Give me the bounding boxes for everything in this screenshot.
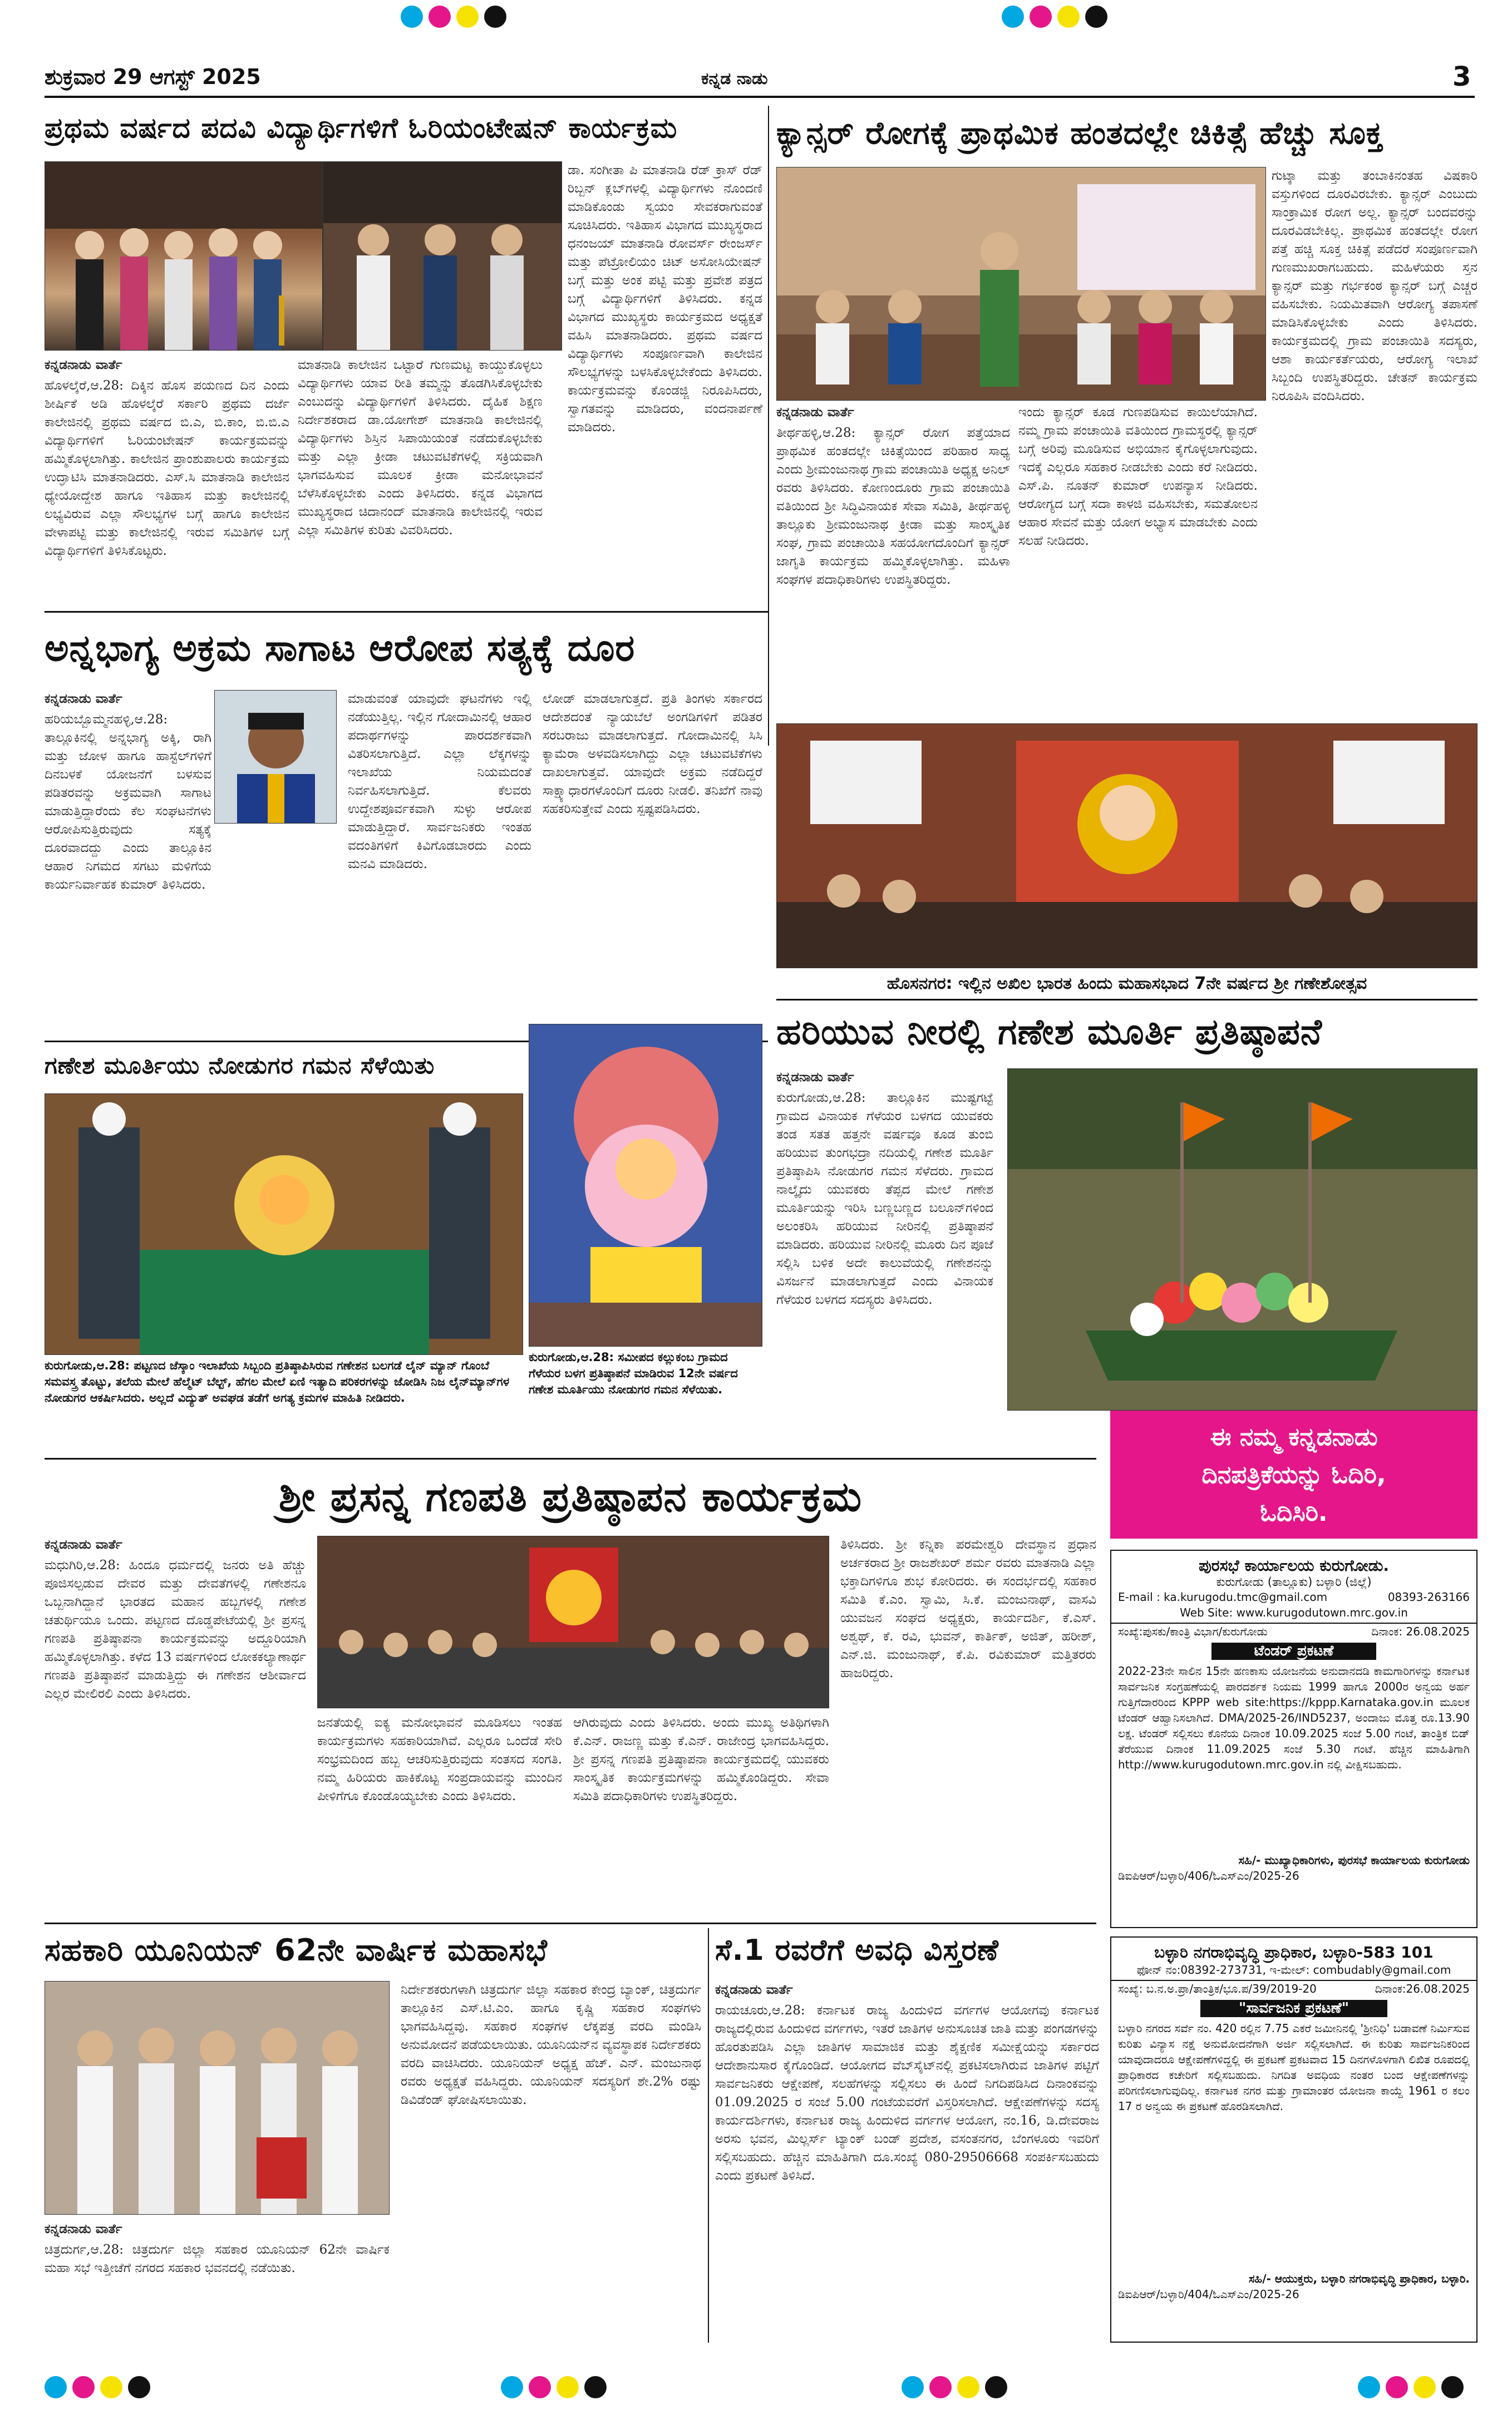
hosanagara-photo — [776, 723, 1477, 968]
tender-office: ಪುರಸಭೆ ಕಾರ್ಯಾಲಯ ಕುರುಗೋಡು. — [1199, 1556, 1389, 1575]
byline: ಕನ್ನಡನಾಡು ವಾರ್ತೆ — [45, 2222, 122, 2236]
water-ganesha-photo-image — [1008, 1069, 1477, 1411]
tender-email: E-mail : ka.kurugodu.tmc@gmail.com — [1118, 1590, 1328, 1604]
article-text: ಮಾಡುವಂತೆ ಯಾವುದೇ ಘಟನೆಗಳು ಇಲ್ಲಿ ನಡೆಯುತ್ತಿಲ್ಲ. ಇಲ್ಲಿನ ಗೋದಾಮಿನಲ್ಲಿ ಆಹಾರ ಪದಾರ್ಥಗಳನ್ನು ಪಾರದರ್ಶಕವಾಗಿ ವಿತರಿಸಲಾಗುತ್ತಿದೆ. ಎಲ್ಲಾ ಲೆಕ್ಕಗಳನ್ನು ಇಲಾಖೆಯ ನಿಯಮದಂತೆ ನಿರ್ವಹಿಸಲಾಗುತ್ತಿದೆ. ಕೆಲವರು ಉದ್ದೇಶಪೂರ್ವಕವಾಗಿ ಸುಳ್ಳು ಆರೋಪ ಮಾಡುತ್ತಿದ್ದಾರೆ. ಸಾರ್ವಜನಿಕರು ಇಂತಹ ವದಂತಿಗಳಿಗೆ ಕಿವಿಗೊಡಬಾರದು ಎಂದು ಮನವಿ ಮಾಡಿದರು. — [348, 692, 531, 871]
paper-name: ಕನ್ನಡ ನಾಡು — [701, 69, 768, 88]
water-ganesha-headline: ಹರಿಯುವ ನೀರಲ್ಲಿ ಗಣೇಶ ಮೂರ್ತಿ ಪ್ರತಿಷ್ಠಾಪನೆ — [776, 1012, 1323, 1053]
article-text: ಆಗಿರುವುದು ಎಂದು ತಿಳಿಸಿದರು. ಅಂದು ಮುಖ್ಯ ಅತಿಥಿಗಳಾಗಿ ಕೆ.ಎನ್. ರಾಜಣ್ಣ ಮತ್ತು ಕೆ.ಎನ್. ರಾಜೇಂದ್ರ ಭಾಗವಹಿಸಿದ್ದರು. ಶ್ರೀ ಪ್ರಸನ್ನ ಗಣಪತಿ ಪ್ರತಿಷ್ಠಾಪನಾ ಕಾರ್ಯಕ್ರಮದಲ್ಲಿ ಯುವಕರು ಸಾಂಸ್ಕೃತಿಕ ಕಾರ್ಯಕ್ರಮಗಳನ್ನು ಹಮ್ಮಿಕೊಂಡಿದ್ದರು. ಸೇವಾ ಸಮಿತಿ ಪದಾಧಿಕಾರಿಗಳು ಉಪಸ್ಥಿತರಿದ್ದರು. — [573, 1716, 829, 1803]
annabhagya-col-3 — [543, 690, 762, 1035]
tender-sub: ಕುರುಗೋಡು (ತಾಲ್ಲೂಕು) ಬಳ್ಳಾರಿ (ಜಿಲ್ಲೆ) — [1216, 1575, 1372, 1589]
registration-dot — [1414, 2376, 1436, 2398]
cancer-col-1 — [776, 403, 1010, 715]
ballari-date: ದಿನಾಂಕ:26.08.2025 — [1375, 1982, 1470, 1995]
ballari-body: ಬಳ್ಳಾರಿ ನಗರದ ಸರ್ವೆ ನಂ. 420 ರಲ್ಲಿನ 7.75 ಎಕರೆ ಜಮೀನಿನಲ್ಲಿ 'ಶ್ರೀನಿಧಿ' ಬಡಾವಣೆ ನಿರ್ಮಿಸುವ ಕುರಿತು ವಿನ್ಯಾಸ ನಕ್ಷೆ ಅನುಮೋದನೆಗಾಗಿ ಅರ್ಜಿ ಸಲ್ಲಿಸಲಾಗಿದೆ. ಈ ಕುರಿತು ಸಾರ್ವಜನಿಕರಿಂದ ಯಾವುದಾದರೂ ಆಕ್ಷೇಪಣೆಗಳಿದ್ದಲ್ಲಿ ಈ ಪ್ರಕಟಣೆ ಪ್ರಕಟವಾದ 15 ದಿನಗಳೊಳಗಾಗಿ ಲಿಖಿತ ರೂಪದಲ್ಲಿ ಪ್ರಾಧಿಕಾರದ ಕಚೇರಿಗೆ ಸಲ್ಲಿಸಬಹುದು. ನಿಗದಿತ ಅವಧಿಯ ನಂತರ ಬಂದ ಆಕ್ಷೇಪಣೆಗಳನ್ನು ಪರಿಗಣಿಸಲಾಗುವುದಿಲ್ಲ. ಕರ್ನಾಟಕ ನಗರ ಮತ್ತು ಗ್ರಾಮಾಂತರ ಯೋಜನಾ ಕಾಯ್ದೆ 1961 ರ ಕಲಂ 17 ರ ಅನ್ವಯ ಈ ಪ್ರಕಟಣೆ ಹೊರಡಿಸಲಾಗಿದೆ. — [1118, 2022, 1470, 2113]
water-ganesha-photo — [1007, 1068, 1477, 1411]
prasanna-headline: ಶ್ರೀ ಪ್ರಸನ್ನ ಗಣಪತಿ ಪ್ರತಿಷ್ಠಾಪನ ಕಾರ್ಯಕ್ರಮ — [278, 1473, 863, 1521]
registration-dot — [1441, 2376, 1464, 2398]
ballari-ref: ಸಂಖ್ಯೆ: ಬ.ನ.ಅ.ಪ್ರಾ/ತಾಂತ್ರಿಕ/ಭೂ.ಪ/39/2019-20 — [1118, 1982, 1317, 1995]
promo-line-2: ದಿನಪತ್ರಿಕೆಯನ್ನು ಓದಿರಿ, — [1201, 1461, 1386, 1489]
tender-date: ದಿನಾಂಕ: 26.08.2025 — [1371, 1625, 1470, 1638]
annabhagya-photo — [214, 690, 337, 824]
section-divider — [45, 1923, 1096, 1924]
tender-title: ಟೆಂಡರ್ ಪ್ರಕಟಣೆ — [1211, 1643, 1376, 1660]
ballari-office: ಬಳ್ಳಾರಿ ನಗರಾಭಿವೃದ್ಧಿ ಪ್ರಾಧಿಕಾರ, ಬಳ್ಳಾರಿ-583 101 — [1154, 1943, 1434, 1961]
registration-dot — [985, 2376, 1007, 2398]
prasanna-photo — [317, 1536, 829, 1708]
extension-body — [715, 1981, 1099, 2343]
orientation-col-1 — [45, 356, 289, 607]
orientation-photo-2-image — [323, 162, 562, 351]
orientation-col-2 — [298, 356, 543, 607]
registration-dot — [128, 2376, 150, 2398]
article-text: ಇಂದು ಕ್ಯಾನ್ಸರ್ ಕೂಡ ಗುಣಪಡಿಸುವ ಕಾಯಿಲೆಯಾಗಿದೆ. ನಮ್ಮ ಗ್ರಾಮ ಪಂಚಾಯಿತಿ ವತಿಯಿಂದ ಗ್ರಾಮಸ್ಥರಲ್ಲಿ ಕ್ಯಾನ್ಸರ್ ಬಗ್ಗೆ ಅರಿವು ಮೂಡಿಸುವ ಅಭಿಯಾನ ಕೈಗೊಳ್ಳಲಾಗುವುದು. ಇದಕ್ಕೆ ಎಲ್ಲರೂ ಸಹಕಾರ ನೀಡಬೇಕು ಎಂದು ಕರೆ ನೀಡಿದರು. ಎಸ್.ಪಿ. ನೂತನ್ ಕುಮಾರ್ ಉಪನ್ಯಾಸ ನೀಡಿದರು. ಆರೋಗ್ಯದ ಬಗ್ಗೆ ಸದಾ ಕಾಳಜಿ ವಹಿಸಬೇಕು, ಸಮತೋಲನ ಆಹಾರ ಸೇವನೆ ಮತ್ತು ಯೋಗ ಅಭ್ಯಾಸ ಮಾಡಬೇಕು ಎಂದು ಸಲಹೆ ನೀಡಿದರು. — [1018, 405, 1258, 548]
ganesha-attention-photo-1-image — [45, 1094, 523, 1355]
article-text: ನಿರ್ದೇಶಕರುಗಳಾಗಿ ಚಿತ್ರದುರ್ಗ ಜಿಲ್ಲಾ ಸಹಕಾರ ಕೇಂದ್ರ ಬ್ಯಾಂಕ್, ಚಿತ್ರದುರ್ಗ ತಾಲ್ಲೂಕಿನ ಎಸ್.ಟಿ.ಎಂ. ಹಾಗೂ ಕೃಷ್ಣಿ ಸಹಕಾರ ಸಂಘಗಳು ಭಾಗವಹಿಸಿದ್ದವು. ಸಹಕಾರ ಸಂಘಗಳ ಲೆಕ್ಕಪತ್ರ ವರದಿ ಮಂಡಿಸಿ ಅನುಮೋದನೆ ಪಡೆಯಲಾಯಿತು. ಯೂನಿಯನ್‌ನ ವ್ಯವಸ್ಥಾಪಕ ನಿರ್ದೇಶಕರು ವರದಿ ವಾಚಿಸಿದರು. ಯೂನಿಯನ್ ಅಧ್ಯಕ್ಷ ಹೆಚ್. ಎನ್. ಮಂಜುನಾಥ ರವರು ಅಧ್ಯಕ್ಷತೆ ವಹಿಸಿದ್ದರು. ಯೂನಿಯನ್ ಸದಸ್ಯರಿಗೆ ಶೇ.2% ರಷ್ಟು ಡಿವಿಡೆಂಡ್ ಘೋಷಿಸಲಾಯಿತು. — [401, 1983, 701, 2107]
prasanna-photo-image — [318, 1536, 829, 1708]
registration-dot — [456, 6, 479, 28]
registration-dot — [584, 2376, 607, 2398]
hosanagara-photo-image — [777, 724, 1477, 968]
registration-dot — [902, 2376, 924, 2398]
article-text: ಚಿತ್ರದುರ್ಗ,ಆ.28: ಚಿತ್ರದುರ್ಗ ಜಿಲ್ಲಾ ಸಹಕಾರ ಯೂನಿಯನ್ 62ನೇ ವಾರ್ಷಿಕ ಮಹಾ ಸಭೆ ಇತ್ತೀಚೆಗೆ ನಗರದ ಸಹಕಾರ ಭವನದಲ್ಲಿ ನಡೆಯಿತು. — [45, 2243, 390, 2275]
article-text: ಮಧುಗಿರಿ,ಆ.28: ಹಿಂದೂ ಧರ್ಮದಲ್ಲಿ ಜನರು ಅತಿ ಹೆಚ್ಚು ಪೂಜಿಸಲ್ಪಡುವ ದೇವರ ಮತ್ತು ದೇವತೆಗಳಲ್ಲಿ ಗಣೇಶನೂ ಒಬ್ಬನಾಗಿದ್ದಾನೆ ಭಾರತದ ಮಹಾನ ಹಬ್ಬಗಳಲ್ಲಿ ಗಣೇಶ ಚತುರ್ಥಿಯೂ ಒಂದು. ಪಟ್ಟಣದ ದೊಡ್ಡಪೇಟೆಯಲ್ಲಿ ಶ್ರೀ ಪ್ರಸನ್ನ ಗಣಪತಿ ಪ್ರತಿಷ್ಠಾಪನಾ ಕಾರ್ಯಕ್ರಮವನ್ನು ಅದ್ದೂರಿಯಾಗಿ ಹಮ್ಮಿಕೊಳ್ಳಲಾಗಿತ್ತು. ಕಳೆದ 13 ವರ್ಷಗಳಿಂದ ಲೋಕಕಲ್ಯಾಣಾರ್ಥ ಗಣಪತಿ ಪ್ರತಿಷ್ಠಾಪನೆ ಮಾಡುತ್ತಿದ್ದು ಈ ಗಣೇಶನ ಆಶೀರ್ವಾದ ಎಲ್ಲರ ಮೇಲಿರಲಿ ಎಂದು ತಿಳಿಸಿದರು. — [45, 1558, 306, 1701]
article-text: ಹೊಳಲ್ಕೆರೆ,ಆ.28: ದಿಕ್ಕಿನ ಹೊಸ ಪಯಣದ ದಿನ ಎಂದು ಶೀರ್ಷಿಕೆ ಅಡಿ ಹೊಳಲ್ಕೆರೆ ಸರ್ಕಾರಿ ಪ್ರಥಮ ದರ್ಜೆ ಕಾಲೇಜಿನಲ್ಲಿ ಪ್ರಥಮ ವರ್ಷದ ಬಿ.ಎ, ಬಿ.ಕಾಂ, ಬಿ.ಬಿ.ಎ ವಿದ್ಯಾರ್ಥಿಗಳಿಗೆ ಓರಿಯಂಟೇಷನ್ ಕಾರ್ಯಕ್ರಮವನ್ನು ಹಮ್ಮಿಕೊಳ್ಳಲಾಗಿತ್ತು. ಕಾಲೇಜಿನ ಪ್ರಾಂಶುಪಾಲರು ಕಾರ್ಯಕ್ರಮ ಉದ್ಘಾಟಿಸಿ ಮಾತನಾಡಿದರು. ಎಸ್.ಸಿ ಮಾತನಾಡಿ ಕಾಲೇಜಿನ ಧ್ಯೇಯೋದ್ದೇಶ ಹಾಗೂ ಇತಿಹಾಸ ಮತ್ತು ಕಾಲೇಜಿನಲ್ಲಿ ಲಭ್ಯವಿರುವ ಎಲ್ಲಾ ಸೌಲಭ್ಯಗಳ ಬಗ್ಗೆ ಹಾಗೂ ಕಾಲೇಜಿನ ವೇಳಾಪಟ್ಟಿ ಮತ್ತು ಕಾಲೇಜಿನಲ್ಲಿ ಇರುವ ಸಮಿತಿಗಳ ಬಗ್ಗೆ ವಿದ್ಯಾರ್ಥಿಗಳಿಗೆ ತಿಳಿಸಿಕೊಟ್ಟರು. — [45, 378, 289, 558]
ballari-contact: ಫೋನ್ ನಂ:08392-273731, ಇ-ಮೇಲ್: combudably@gmail.com — [1136, 1963, 1451, 1977]
cancer-photo — [776, 167, 1266, 401]
ganesha-attention-photo-2-image — [529, 1024, 762, 1347]
article-text: ಹರಿಯಬ್ಬೊಮ್ಮನಹಳ್ಳಿ,ಆ.28: ತಾಲ್ಲೂಕಿನಲ್ಲಿ ಅನ್ನಭಾಗ್ಯ ಅಕ್ಕಿ, ರಾಗಿ ಮತ್ತು ಜೋಳ ಹಾಗೂ ಹಾಸ್ಟೆಲ್‌ಗಳಿಗೆ ದಿನಬಳಕೆ ಯೋಜನೆಗೆ ಬಳಸುವ ಪಡಿತರವನ್ನು ಅಕ್ರಮವಾಗಿ ಸಾಗಾಟ ಮಾಡುತ್ತಿದ್ದಾರೆಂದು ಕೆಲ ಸಂಘಟನೆಗಳು ಆರೋಪಿಸುತ್ತಿರುವುದು ಸತ್ಯಕ್ಕೆ ದೂರವಾದದ್ದು ಎಂದು ತಾಲ್ಲೂಕಿನ ಆಹಾರ ನಿಗಮದ ಸಗಟು ಮಳಿಗೆಯ ಕಾರ್ಯನಿರ್ವಾಹಕ ಕುಮಾರ್ ತಿಳಿಸಿದರು. — [45, 712, 211, 892]
promo-line-3: ಓದಿಸಿರಿ. — [1260, 1499, 1328, 1527]
registration-marks-top — [0, 0, 1512, 33]
ganesha-attention-caption-2: ಕುರುಗೋಡು,ಆ.28: ಸಮೀಪದ ಕಲ್ಲುಕಂಬ ಗ್ರಾಮದ ಗೆಳೆಯರ ಬಳಗ ಪ್ರತಿಷ್ಠಾಪನೆ ಮಾಡಿರುವ 12ನೇ ವರ್ಷದ ಗಣೇಶ ಮೂರ್ತಿಯು ನೋಡುಗರ ಗಮನ ಸೆಳೆಯಿತು. — [529, 1351, 738, 1396]
article-text: ಲೋಡ್ ಮಾಡಲಾಗುತ್ತದೆ. ಪ್ರತಿ ತಿಂಗಳು ಸರ್ಕಾರದ ಆದೇಶದಂತೆ ನ್ಯಾಯಬೆಲೆ ಅಂಗಡಿಗಳಿಗೆ ಪಡಿತರ ಸರಬರಾಜು ಮಾಡಲಾಗುತ್ತದೆ. ಗೋದಾಮಿನಲ್ಲಿ ಸಿಸಿ ಕ್ಯಾಮೆರಾ ಅಳವಡಿಸಲಾಗಿದ್ದು ಎಲ್ಲಾ ಚಟುವಟಿಕೆಗಳು ದಾಖಲಾಗುತ್ತವೆ. ಯಾವುದೇ ಅಕ್ರಮ ನಡೆದಿದ್ದರೆ ಸಾಕ್ಷ್ಯಾಧಾರಗಳೊಂದಿಗೆ ದೂರು ನೀಡಲಿ. ತನಿಖೆಗೆ ನಾವು ಸಹಕರಿಸುತ್ತೇವೆ ಎಂದು ಸ್ಪಷ್ಟಪಡಿಸಿದರು. — [543, 692, 762, 816]
registration-dot — [1386, 2376, 1408, 2398]
ganesha-attention-headline: ಗಣೇಶ ಮೂರ್ತಿಯು ನೋಡುಗರ ಗಮನ ಸೆಳೆಯಿತು — [45, 1052, 435, 1079]
registration-dot — [401, 6, 423, 28]
article-text: ಮಾತನಾಡಿ ಕಾಲೇಜಿನ ಒಟ್ಟಾರೆ ಗುಣಮಟ್ಟ ಕಾಯ್ದುಕೊಳ್ಳಲು ವಿದ್ಯಾರ್ಥಿಗಳು ಯಾವ ರೀತಿ ತಮ್ಮನ್ನು ತೊಡಗಿಸಿಕೊಳ್ಳಬೇಕು ಎಂಬುದನ್ನು ವಿದ್ಯಾರ್ಥಿಗಳಿಗೆ ತಿಳಿಸಿದರು. ದೈಹಿಕ ಶಿಕ್ಷಣ ನಿರ್ದೇಶಕರಾದ ಡಾ.ಯೋಗೇಶ್ ಮಾತನಾಡಿ ಕಾಲೇಜಿನಲ್ಲಿ ವಿದ್ಯಾರ್ಥಿಗಳು ಶಿಸ್ತಿನ ಸಿಪಾಯಿಯಂತೆ ನಡೆದುಕೊಳ್ಳಬೇಕು ಮತ್ತು ಎಲ್ಲಾ ಕ್ರೀಡಾ ಚಟುವಟಿಕೆಗಳಲ್ಲಿ ಸಕ್ರಿಯವಾಗಿ ಭಾಗವಹಿಸುವ ಮೂಲಕ ಕ್ರೀಡಾ ಮನೋಭಾವನೆ ಬೆಳೆಸಿಕೊಳ್ಳಬೇಕು ಎಂದು ತಿಳಿಸಿದರು. ಕನ್ನಡ ವಿಭಾಗದ ಮುಖ್ಯಸ್ಥರಾದ ಚಿದಾನಂದ್ ಮಾತನಾಡಿ ಕಾಲೇಜಿನಲ್ಲಿ ಇರುವ ಎಲ್ಲಾ ಸಮಿತಿಗಳ ಕುರಿತು ವಿವರಿಸಿದರು. — [298, 358, 543, 538]
orientation-photo-image — [45, 162, 323, 351]
registration-dot — [929, 2376, 952, 2398]
article-text: ಡಾ. ಸಂಗೀತಾ ಪಿ ಮಾತನಾಡಿ ರೆಡ್ ಕ್ರಾಸ್ ರೆಡ್ ರಿಬ್ಬನ್ ಕ್ಲಬ್‌ಗಳಲ್ಲಿ ವಿದ್ಯಾರ್ಥಿಗಳು ನೊಂದಣಿ ಮಾಡಿಕೊಂಡು ಸ್ವಯಂ ಸೇವಕರಾಗುವಂತೆ ಸೂಚಿಸಿದರು. ಇತಿಹಾಸ ವಿಭಾಗದ ಮುಖ್ಯಸ್ಥರಾದ ಧನಂಜಯ್ ಮಾತನಾಡಿ ರೋವರ್ಸ್ ರೇಂಜರ್ಸ್ ಮತ್ತು ಪೆಟ್ರೋಲಿಯಂ ಚಿಟ್ ಅಸೋಸಿಯೇಷನ್ ಬಗ್ಗೆ ಮತ್ತು ಅಂಕ ಪಟ್ಟಿ ಮತ್ತು ಪ್ರವೇಶ ಪತ್ರದ ಬಗ್ಗೆ ವಿದ್ಯಾರ್ಥಿಗಳಿಗೆ ತಿಳಿಸಿದರು. ಕನ್ನಡ ವಿಭಾಗದ ಮುಖ್ಯಸ್ಥರು ಕಾರ್ಯಕ್ರಮದ ಅಧ್ಯಕ್ಷತೆ ವಹಿಸಿ ಮಾತನಾಡಿದರು. ಪ್ರಥಮ ವರ್ಷದ ವಿದ್ಯಾರ್ಥಿಗಳು ಸಂಪೂರ್ಣವಾಗಿ ಕಾಲೇಜಿನ ಸೌಲಭ್ಯಗಳನ್ನು ಬಳಸಿಕೊಳ್ಳಬೇಕೆಂದು ತಿಳಿಸಿದರು. ಕಾರ್ಯಕ್ರಮವನ್ನು ಕೊಂಡಜ್ಜಿ ನಿರೂಪಿಸಿದರು, ಸ್ವಾಗತವನ್ನು ಮಾಡಿದರು, ವಂದನಾರ್ಪಣೆ ಮಾಡಿದರು. — [568, 163, 762, 435]
prasanna-col-2 — [317, 1714, 562, 1914]
ganesha-attention-caption-1: ಕುರುಗೋಡು,ಆ.28: ಪಟ್ಟಣದ ಜೆಸ್ಕಾಂ ಇಲಾಖೆಯ ಸಿಬ್ಬಂದಿ ಪ್ರತಿಷ್ಠಾಪಿಸಿರುವ ಗಣೇಶನ ಬಲಗಡೆ ಲೈನ್ ಮ್ಯಾನ್ ಗೊಂಬೆ ಸಮವಸ್ತ್ರ ತೊಟ್ಟು, ತಲೆಯ ಮೇಲೆ ಹೆಲ್ಮೆಟ್ ಬೆಲ್ಟ್, ಹೆಗಲ ಮೇಲೆ ಏಣಿ ಇತ್ಯಾದಿ ಪರಿಕರಗಳನ್ನು ಜೋಡಿಸಿ ನಿಜ ಲೈನ್‌ಮ್ಯಾನ್‌ಗಳ ನೋಡುಗರ ಆಕರ್ಷಿಸಿದರು. ಅಲ್ಲದೆ ವಿದ್ಯುತ್ ಅವಘಡ ತಡೆಗೆ ಅಗತ್ಯ ಕ್ರಮಗಳ ಮಾಹಿತಿ ನೀಡಿದರು. — [45, 1359, 510, 1404]
tender-phone: 08393-263166 — [1387, 1590, 1470, 1604]
ballari-footer: ಡಿಐಪಿಆರ್/ಬಳ್ಳಾರಿ/404/ಓಎಸ್ಎಂ/2025-26 — [1118, 2288, 1299, 2301]
prasanna-col-1 — [45, 1536, 306, 1914]
cooperative-col-2 — [401, 1981, 701, 2343]
registration-dot — [100, 2376, 122, 2398]
orientation-headline: ಪ್ರಥಮ ವರ್ಷದ ಪದವಿ ವಿದ್ಯಾರ್ಥಿಗಳಿಗೆ ಓರಿಯಂಟೇಷನ್ ಕಾರ್ಯಕ್ರಮ — [45, 112, 678, 144]
registration-dot — [1030, 6, 1052, 28]
cooperative-photo — [45, 1981, 390, 2215]
article-text: ಕುರುಗೋಡು,ಆ.28: ತಾಲ್ಲೂಕಿನ ಮುಷ್ಟಗಟ್ಟೆ ಗ್ರಾಮದ ವಿನಾಯಕ ಗೆಳೆಯರ ಬಳಗದ ಯುವಕರು ತಂಡ ಸತತ ಹತ್ತನೇ ವರ್ಷವೂ ಕೂಡ ತುಂಬಿ ಹರಿಯುವ ತುಂಗಭದ್ರಾ ನದಿಯಲ್ಲಿ ಗಣೇಶ ಮೂರ್ತಿ ಪ್ರತಿಷ್ಠಾಪಿಸಿ ನೋಡುಗರ ಗಮನ ಸೆಳೆದರು. ಗ್ರಾಮದ ನಾಲ್ಕೈದು ಯುವಕರು ತೆಪ್ಪದ ಮೇಲೆ ಗಣೇಶ ಮೂರ್ತಿಯನ್ನು ಇರಿಸಿ ಬಣ್ಣಬಣ್ಣದ ಬಲೂನ್‌ಗಳಿಂದ ಅಲಂಕರಿಸಿ ಹರಿಯುವ ನೀರಿನಲ್ಲಿ ಪ್ರತಿಷ್ಠಾಪನೆ ಮಾಡಿದರು. ಹರಿಯುವ ನೀರಿನಲ್ಲಿ ಮೂರು ದಿನ ಪೂಜೆ ಸಲ್ಲಿಸಿ ಬಳಿಕ ಅದೇ ಕಾಲುವೆಯಲ್ಲಿ ಗಣೇಶನನ್ನು ವಿಸರ್ಜನೆ ಮಾಡಲಾಗುತ್ತದೆ ಎಂದು ವಿನಾಯಕ ಗೆಳೆಯರ ಬಳಗದ ಸದಸ್ಯರು ತಿಳಿಸಿದರು. — [776, 1091, 993, 1307]
tender-web: Web Site: www.kurugodutown.mrc.gov.in — [1180, 1606, 1408, 1619]
cancer-col-3 — [1272, 167, 1477, 715]
tender-ref: ಸಂಖ್ಯೆ:ಪುಸಕು/ಕಾಂತ್ರಿ ವಿಭಾಗ/ಕುರುಗೋಡು — [1118, 1625, 1268, 1638]
registration-dot — [484, 6, 506, 28]
issue-date: ಶುಕ್ರವಾರ 29 ಆಗಸ್ಟ್ 2025 — [45, 65, 261, 89]
byline: ಕನ್ನಡನಾಡು ವಾರ್ತೆ — [715, 1983, 793, 1997]
byline: ಕನ್ನಡನಾಡು ವಾರ್ತೆ — [45, 358, 122, 372]
section-divider — [776, 999, 1477, 1001]
registration-dot — [429, 6, 451, 28]
promo-box — [1110, 1411, 1477, 1539]
ballari-sign: ಸಹಿ/- ಆಯುಕ್ತರು, ಬಳ್ಳಾರಿ ನಗರಾಭಿವೃದ್ಧಿ ಪ್ರಾಧಿಕಾರ, ಬಳ್ಳಾರಿ. — [1248, 2272, 1470, 2285]
orientation-photo — [45, 161, 323, 351]
article-text: ರಾಯಚೂರು,ಆ.28: ಕರ್ನಾಟಕ ರಾಜ್ಯ ಹಿಂದುಳಿದ ವರ್ಗಗಳ ಆಯೋಗವು ಕರ್ನಾಟಕ ರಾಜ್ಯದಲ್ಲಿರುವ ಹಿಂದುಳಿದ ವರ್ಗಗಳು, ಇತರೆ ಜಾತಿಗಳ ಅನುಸೂಚಿತ ಜಾತಿ ಮತ್ತು ಪಂಗಡಗಳನ್ನು ಹೊರತುಪಡಿಸಿ ಎಲ್ಲಾ ಜಾತಿಗಳ ಸಾಮಾಜಿಕ ಮತ್ತು ಶೈಕ್ಷಣಿಕ ಸಮೀಕ್ಷೆಯನ್ನು ಸರ್ಕಾರದ ಆದೇಶಾನುಸಾರ ಕೈಗೊಂಡಿದೆ. ಆಯೋಗದ ವೆಬ್‌ಸೈಟ್‌ನಲ್ಲಿ ಪ್ರಕಟಿಸಲಾಗಿರುವ ಜಾತಿಗಳ ಪಟ್ಟಿಗೆ ಸಾರ್ವಜನಿಕರು ಆಕ್ಷೇಪಣೆ, ಸಲಹೆಗಳನ್ನು ಸಲ್ಲಿಸಲು ಈ ಹಿಂದೆ ನಿಗದಿಪಡಿಸಿದ ದಿನಾಂಕವನ್ನು 01.09.2025 ರ ಸಂಜೆ 5.00 ಗಂಟೆಯವರೆಗೆ ವಿಸ್ತರಿಸಲಾಗಿದೆ. ಆಕ್ಷೇಪಣೆಗಳನ್ನು ಸದಸ್ಯ ಕಾರ್ಯದರ್ಶಿಗಳು, ಕರ್ನಾಟಕ ರಾಜ್ಯ ಹಿಂದುಳಿದ ವರ್ಗಗಳ ಆಯೋಗ, ನಂ.16, ಡಿ.ದೇವರಾಜ ಅರಸು ಭವನ, ಮಿಲ್ಲರ್ಸ್ ಟ್ಯಾಂಕ್ ಬಂಡ್ ಪ್ರದೇಶ, ವಸಂತನಗರ, ಬೆಂಗಳೂರು ಇವರಿಗೆ ಸಲ್ಲಿಸಬಹುದು. ಹೆಚ್ಚಿನ ಮಾಹಿತಿಗಾಗಿ ದೂ.ಸಂಖ್ಯೆ 080-29506668 ಸಂಪರ್ಕಿಸಬಹುದು ಎಂದು ಪ್ರಕಟಣೆ ತಿಳಿಸಿದೆ. — [715, 2003, 1099, 2183]
annabhagya-col-2 — [348, 690, 531, 1035]
section-divider — [45, 611, 768, 613]
byline: ಕನ್ನಡನಾಡು ವಾರ್ತೆ — [45, 1537, 122, 1552]
registration-dot — [556, 2376, 579, 2398]
cancer-photo-image — [777, 167, 1266, 401]
cooperative-headline: ಸಹಕಾರಿ ಯೂನಿಯನ್ 62ನೇ ವಾರ್ಷಿಕ ಮಹಾಸಭೆ — [45, 1933, 548, 1968]
page-number: 3 — [1452, 61, 1471, 92]
annabhagya-headline: ಅನ್ನಭಾಗ್ಯ ಅಕ್ರಮ ಸಾಗಾಟ ಆರೋಪ ಸತ್ಯಕ್ಕೆ ದೂರ — [45, 627, 636, 669]
ganesha-attention-photo-2 — [529, 1024, 762, 1347]
hosanagara-caption: ಹೊಸನಗರ: ಇಲ್ಲಿನ ಅಖಿಲ ಭಾರತ ಹಿಂದು ಮಹಾಸಭಾದ 7ನೇ ವರ್ಷದ ಶ್ರೀ ಗಣೇಶೋತ್ಸವ — [886, 974, 1367, 993]
article-text: ಜನತೆಯಲ್ಲಿ ಐಕ್ಯ ಮನೋಭಾವನೆ ಮೂಡಿಸಲು ಇಂತಹ ಕಾರ್ಯಕ್ರಮಗಳು ಸಹಕಾರಿಯಾಗಿವೆ. ಎಲ್ಲರೂ ಒಂದೆಡೆ ಸೇರಿ ಸಂಭ್ರಮದಿಂದ ಹಬ್ಬ ಆಚರಿಸುತ್ತಿರುವುದು ಸಂತಸದ ಸಂಗತಿ. ನಮ್ಮ ಹಿರಿಯರು ಹಾಕಿಕೊಟ್ಟ ಸಂಪ್ರದಾಯವನ್ನು ಮುಂದಿನ ಪೀಳಿಗೆಗೂ ಕೊಂಡೊಯ್ಯಬೇಕು ಎಂದು ತಿಳಿಸಿದರು. — [317, 1716, 562, 1803]
tender-notice — [1110, 1550, 1477, 1928]
cancer-headline: ಕ್ಯಾನ್ಸರ್ ರೋಗಕ್ಕೆ ಪ್ರಾಥಮಿಕ ಹಂತದಲ್ಲೇ ಚಿಕಿತ್ಸೆ ಹೆಚ್ಚು ಸೂಕ್ತ — [776, 115, 1383, 151]
registration-dot — [72, 2376, 95, 2398]
registration-dot — [1085, 6, 1107, 28]
registration-dot — [501, 2376, 523, 2398]
article-text: ತೀರ್ಥಹಳ್ಳಿ,ಆ.28: ಕ್ಯಾನ್ಸರ್ ರೋಗ ಪತ್ತೆಯಾದ ಪ್ರಾಥಮಿಕ ಹಂತದಲ್ಲೇ ಚಿಕಿತ್ಸೆಯಿಂದ ಪರಿಹಾರ ಸಾಧ್ಯ ಎಂದು ಶ್ರೀಮಂಜುನಾಥ ಗ್ರಾಮ ಪಂಚಾಯಿತಿ ಅಧ್ಯಕ್ಷ ಅನಿಲ್ ರವರು ತಿಳಿಸಿದರು. ಕೋಣಂದೂರು ಗ್ರಾಮ ಪಂಚಾಯಿತಿ ವತಿಯಿಂದ ಶ್ರೀ ಸಿದ್ಧಿವಿನಾಯಕ ಸೇವಾ ಸಮಿತಿ, ತೀರ್ಥಹಳ್ಳಿ ತಾಲ್ಲೂಕು ಶ್ರೀಮಂಜುನಾಥ ಕ್ರೀಡಾ ಮತ್ತು ಸಾಂಸ್ಕೃತಿಕ ಸಂಘ, ಗ್ರಾಮ ಪಂಚಾಯಿತಿ ಸಹಯೋಗದೊಂದಿಗೆ ಕ್ಯಾನ್ಸರ್ ಜಾಗೃತಿ ಕಾರ್ಯಕ್ರಮ ಹಮ್ಮಿಕೊಳ್ಳಲಾಗಿತ್ತು. ಮಹಿಳಾ ಸಂಘಗಳ ಪದಾಧಿಕಾರಿಗಳು ಉಪಸ್ಥಿತರಿದ್ದರು. — [776, 426, 1010, 587]
section-divider — [45, 1458, 1096, 1460]
byline: ಕನ್ನಡನಾಡು ವಾರ್ತೆ — [776, 405, 854, 420]
cooperative-col-1 — [45, 2220, 390, 2343]
orientation-photo-2 — [323, 161, 562, 351]
extension-headline: ಸೆ.1 ರವರೆಗೆ ಅವಧಿ ವಿಸ್ತರಣೆ — [715, 1934, 999, 1967]
article-text: ತಿಳಿಸಿದರು. ಶ್ರೀ ಕನ್ನಿಕಾ ಪರಮೇಶ್ವರಿ ದೇವಸ್ಥಾನ ಪ್ರಧಾನ ಅರ್ಚಕರಾದ ಶ್ರೀ ರಾಜಶೇಖರ್ ಶರ್ಮ ರವರು ಮಾತನಾಡಿ ಎಲ್ಲಾ ಭಕ್ತಾದಿಗಳಿಗೂ ಶುಭ ಕೋರಿದರು. ಈ ಸಂದರ್ಭದಲ್ಲಿ ಸಹಕಾರ ಸಮಿತಿ ಕೆ.ಎಂ. ಸ್ವಾಮಿ, ಸಿ.ಕೆ. ಮಂಜುನಾಥ್, ವಾಸವಿ ಯುವಜನ ಸಂಘದ ಅಧ್ಯಕ್ಷರು, ಕಾರ್ಯದರ್ಶಿ, ಕೆ.ಎಸ್. ಅಶ್ವಥ್, ಕೆ. ರವಿ, ಭುವನ್, ಕಾರ್ತಿಕ್, ಅಜಿತ್, ಹರೀಶ್, ಎನ್.ಜಿ. ಮಂಜುನಾಥ್, ಕೆ.ಪಿ. ರವಿಕುಮಾರ್ ಮತ್ತಿತರರು ಹಾಜರಿದ್ದರು. — [840, 1537, 1096, 1680]
tender-sign: ಸಹಿ/- ಮುಖ್ಯಾಧಿಕಾರಿಗಳು, ಪುರಸಭೆ ಕಾರ್ಯಾಲಯ ಕುರುಗೋಡು — [1238, 1854, 1470, 1867]
column-divider — [768, 106, 769, 746]
masthead — [45, 61, 1475, 98]
article-text: ಗುಟ್ಕಾ ಮತ್ತು ತಂಬಾಕಿನಂತಹ ವಿಷಕಾರಿ ವಸ್ತುಗಳಿಂದ ದೂರವಿರಬೇಕು. ಕ್ಯಾನ್ಸರ್ ಎಂಬುದು ಸಾಂಕ್ರಾಮಿಕ ರೋಗ ಅಲ್ಲ. ಕ್ಯಾನ್ಸರ್ ಬಂದವರನ್ನು ದೂರವಿಡಬೇಕಿಲ್ಲ. ಪ್ರಾಥಮಿಕ ಹಂತದಲ್ಲೇ ರೋಗ ಪತ್ತೆ ಹಚ್ಚಿ ಸೂಕ್ತ ಚಿಕಿತ್ಸೆ ಪಡೆದರೆ ಸಂಪೂರ್ಣವಾಗಿ ಗುಣಮುಖರಾಗಬಹುದು. ಮಹಿಳೆಯರು ಸ್ತನ ಕ್ಯಾನ್ಸರ್ ಮತ್ತು ಗರ್ಭಕಂಠ ಕ್ಯಾನ್ಸರ್ ಬಗ್ಗೆ ಎಚ್ಚರ ವಹಿಸಬೇಕು. ನಿಯಮಿತವಾಗಿ ಆರೋಗ್ಯ ತಪಾಸಣೆ ಮಾಡಿಸಿಕೊಳ್ಳಬೇಕು ಎಂದು ತಿಳಿಸಿದರು. ಕಾರ್ಯಕ್ರಮದಲ್ಲಿ ಗ್ರಾಮ ಪಂಚಾಯಿತಿ ಸದಸ್ಯರು, ಆಶಾ ಕಾರ್ಯಕರ್ತೆಯರು, ಆರೋಗ್ಯ ಇಲಾಖೆ ಸಿಬ್ಬಂದಿ ಉಪಸ್ಥಿತರಿದ್ದರು. ಚೇತನ್ ಕಾರ್ಯಕ್ರಮ ನಿರೂಪಿಸಿ ವಂದಿಸಿದರು. — [1272, 169, 1477, 403]
annabhagya-col-1 — [45, 690, 211, 1035]
cooperative-photo-image — [45, 1982, 390, 2215]
registration-dot — [957, 2376, 979, 2398]
tender-body: 2022-23ನೇ ಸಾಲಿನ 15ನೇ ಹಣಕಾಸು ಯೋಜನೆಯ ಅನುದಾನದಡಿ ಕಾಮಗಾರಿಗಳನ್ನು ಕರ್ನಾಟಕ ಸಾರ್ವಜನಿಕ ಸಂಗ್ರಹಣೆಯಲ್ಲಿ ಪಾರದರ್ಶಕ ನಿಯಮ 1999 ಹಾಗೂ 2000ರ ಅನ್ವಯ ಅರ್ಹ ಗುತ್ತಿಗೆದಾರರಿಂದ KPPP web site:https://kppp.Karnataka.gov.in ಮೂಲಕ ಟೆಂಡರ್ ಆಹ್ವಾನಿಸಲಾಗಿದೆ. DMA/2025-26/IND5237, ಅಂದಾಜು ಮೊತ್ತ ರೂ.13.90 ಲಕ್ಷ. ಟೆಂಡರ್ ಸಲ್ಲಿಸಲು ಕೊನೆಯ ದಿನಾಂಕ 10.09.2025 ಸಂಜೆ 5.00 ಗಂಟೆ, ತಾಂತ್ರಿಕ ಬಿಡ್ ತೆರೆಯುವ ದಿನಾಂಕ 11.09.2025 ಸಂಜೆ 5.30 ಗಂಟೆ. ಹೆಚ್ಚಿನ ಮಾಹಿತಿಗಾಗಿ http://www.kurugodutown.mrc.gov.in ನಲ್ಲಿ ವೀಕ್ಷಿಸಬಹುದು. — [1118, 1664, 1470, 1771]
registration-marks-bottom — [0, 2370, 1512, 2404]
registration-dot — [1002, 6, 1024, 28]
annabhagya-photo-image — [215, 691, 337, 824]
ganesha-attention-photo-1 — [45, 1093, 523, 1355]
registration-dot — [529, 2376, 551, 2398]
column-divider — [708, 1928, 709, 2343]
cancer-col-2 — [1018, 403, 1258, 715]
promo-line-1: ಈ ನಮ್ಮ ಕನ್ನಡನಾಡು — [1210, 1423, 1378, 1451]
orientation-col-3 — [568, 161, 762, 607]
prasanna-col-3 — [573, 1714, 829, 1914]
ballari-notice — [1110, 1936, 1477, 2343]
byline: ಕನ್ನಡನಾಡು ವಾರ್ತೆ — [45, 692, 122, 706]
registration-dot — [45, 2376, 67, 2398]
registration-dot — [1358, 2376, 1380, 2398]
prasanna-col-4 — [840, 1536, 1096, 1914]
ballari-title: "ಸಾರ್ವಜನಿಕ ಪ್ರಕಟಣೆ" — [1200, 2000, 1387, 2017]
registration-dot — [1057, 6, 1080, 28]
tender-footer: ಡಿಐಪಿಆರ್/ಬಳ್ಳಾರಿ/406/ಓಎಸ್ಎಂ/2025-26 — [1118, 1869, 1299, 1882]
byline: ಕನ್ನಡನಾಡು ವಾರ್ತೆ — [776, 1070, 854, 1085]
